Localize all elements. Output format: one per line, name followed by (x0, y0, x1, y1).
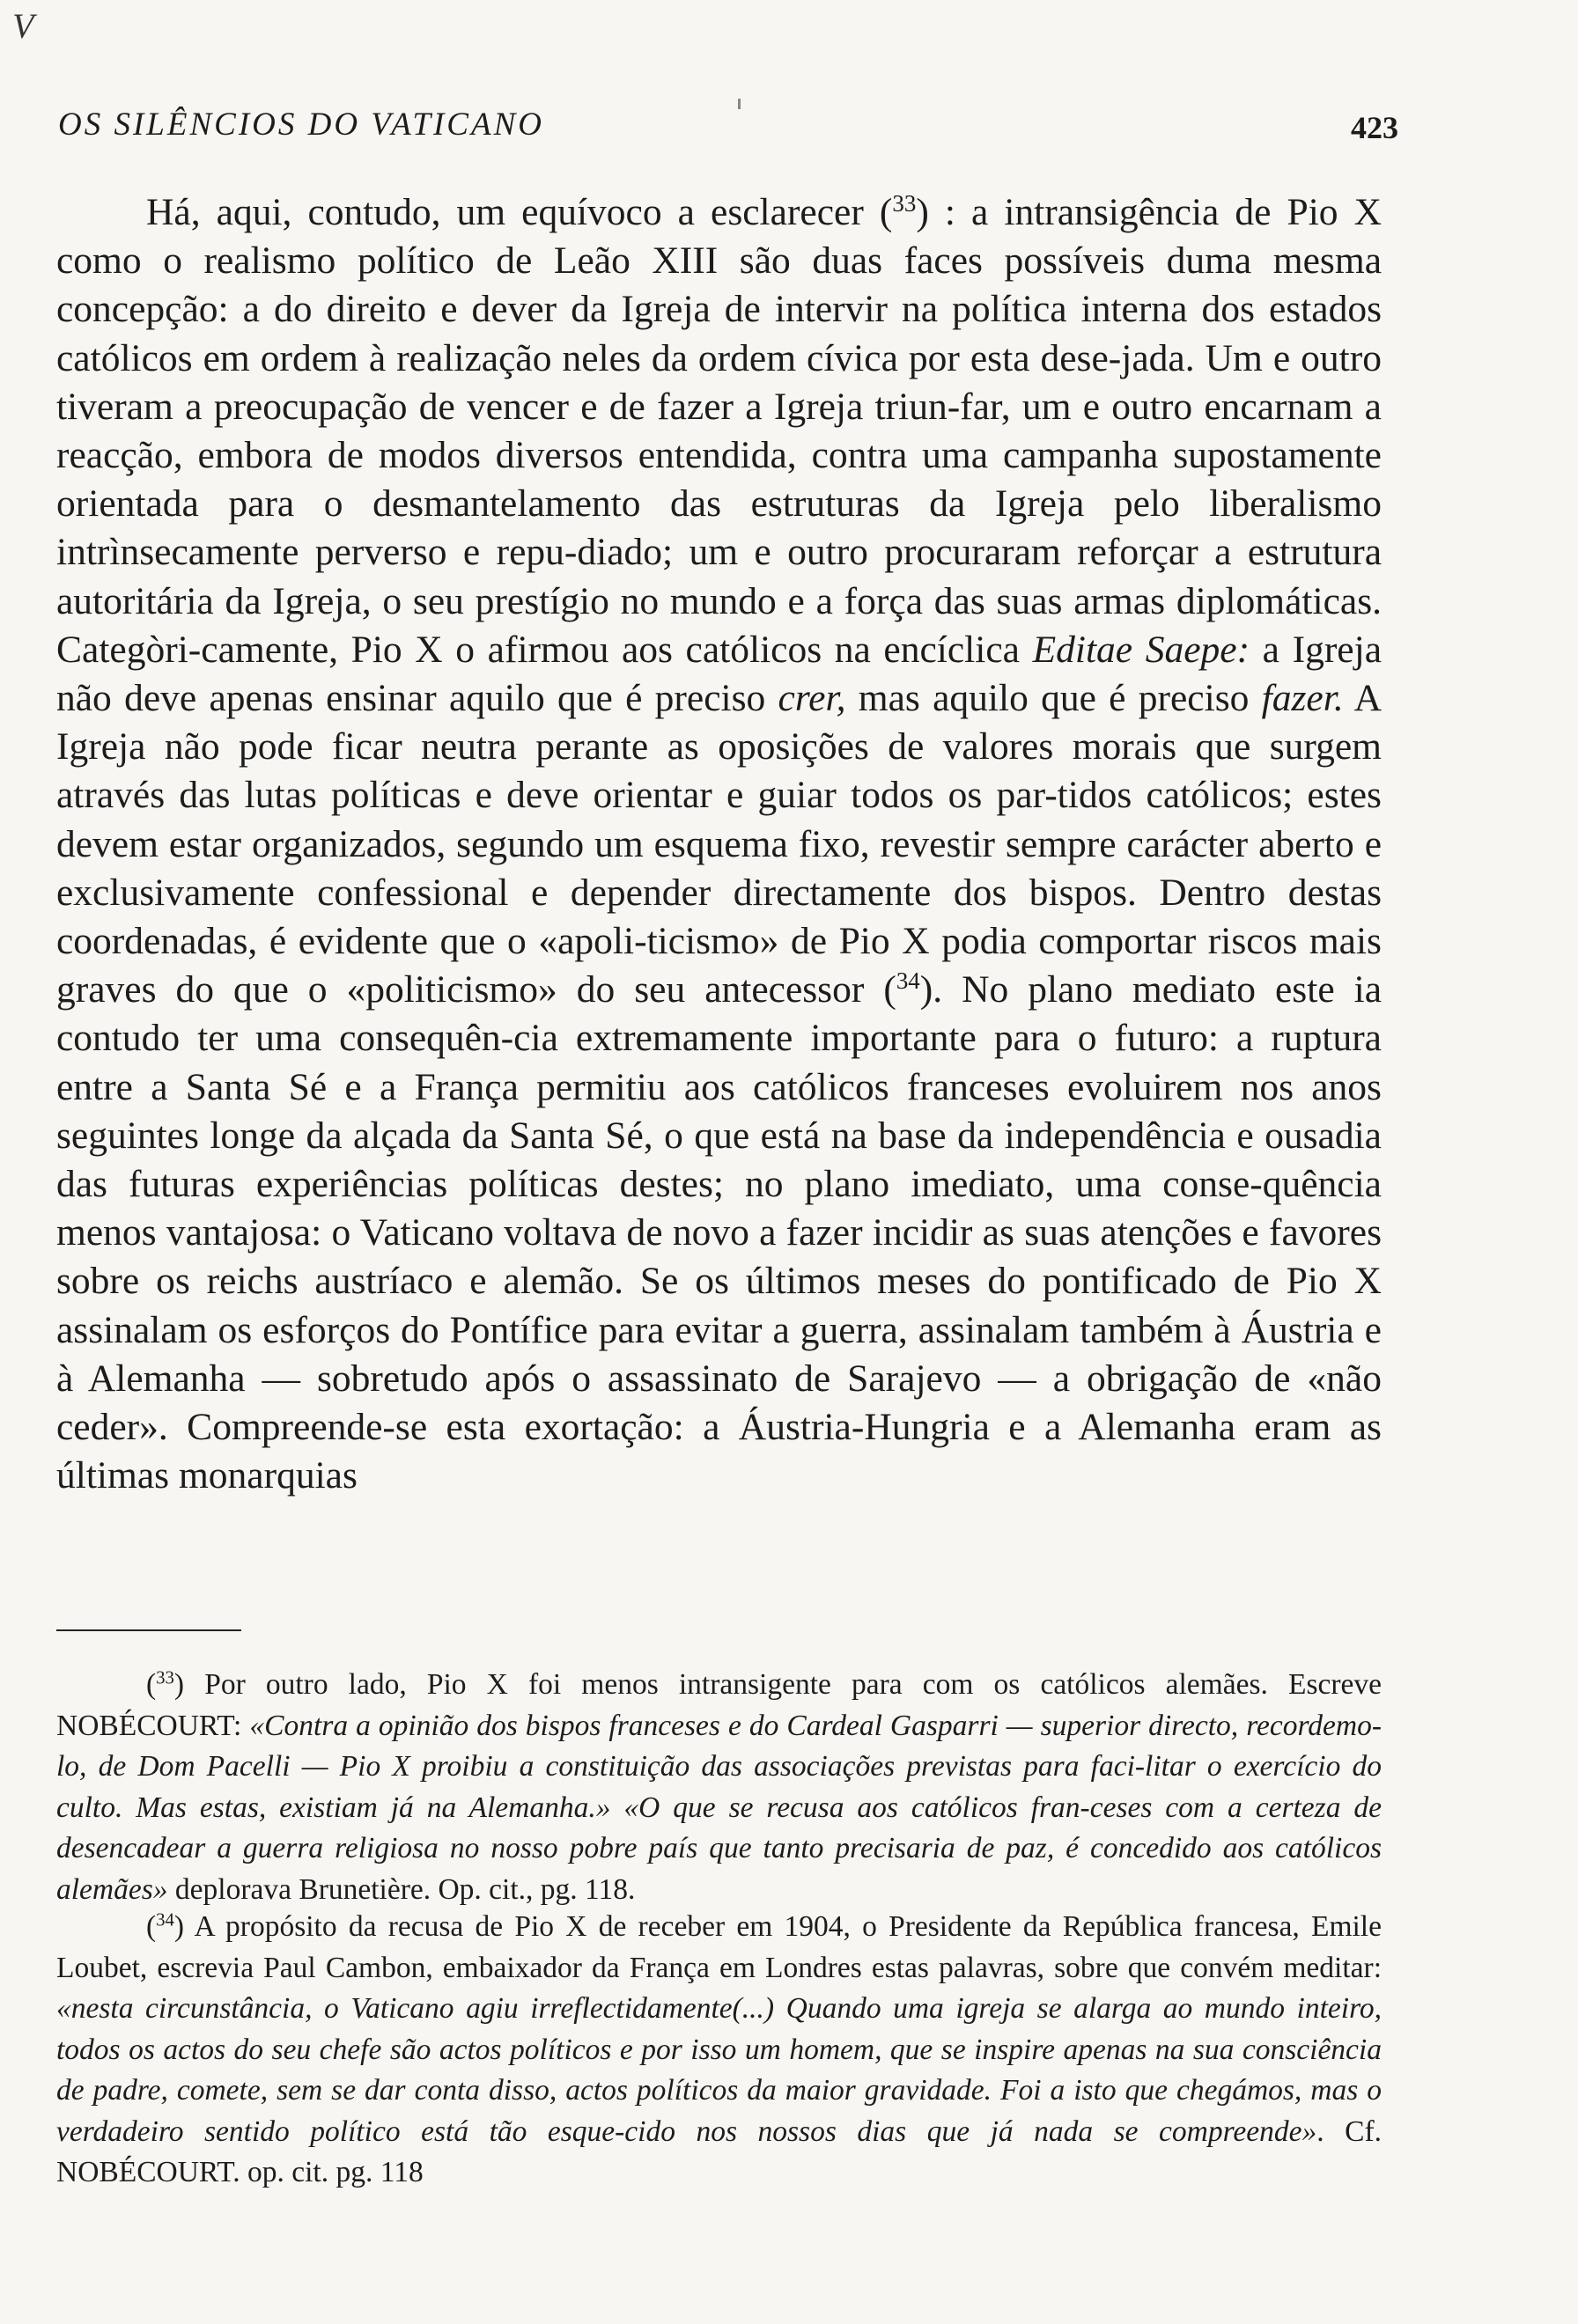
text-run: Há, aqui, contudo, um equívoco a esclarecer ( (146, 191, 893, 233)
text-run (611, 1791, 624, 1824)
text-run: . Cf. NOBÉCOURT. op. cit. pg. 118 (56, 2114, 1382, 2188)
text-run: ) : a intransigência de Pio X como o realismo político de Leão XIII são duas faces possíveis duma mesma concepção: a do direito e dever da Igreja de intervir na política interna dos estados católicos em ordem à realização neles da ordem cívica por esta dese-jada. Um e outro tiveram a preocupação de vencer e de fazer a Igreja triun-far, um e outro encarnam a reacção, embora de modos diversos entendida, contra uma campanha supostamente orientada para o desmantelamento das estruturas da Igreja pelo liberalismo intrìnsecamente perverso e repu-diado; um e outro procuraram reforçar a estrutura autoritária da Igreja, o seu prestígio no mundo e a força das suas armas diplomáticas. Categòri-camente, Pio X o afirmou aos católicos na encíclica (56, 191, 1382, 671)
italic-quote: «nesta circunstância, o Vaticano agiu irreflectidamente(...) Quando uma igreja se alarga ao mundo inteiro, todos os actos do seu chefe são actos políticos e por isso um homem, que se inspire apenas na sua consciência de padre, comete, sem se dar conta disso, actos políticos da maior gravidade. Foi a isto que chegámos, mas o verdadeiro sentido político está tão esque-cido nos nossos dias que já nada se compreende» (56, 1992, 1382, 2148)
footnote-divider (56, 1629, 241, 1631)
footnote-33 (56, 1665, 1382, 1910)
italic-title: Editae Saepe: (1032, 628, 1250, 671)
text-run: mas aquilo que é preciso (845, 677, 1262, 720)
footnote-number-value: 34 (156, 1909, 174, 1931)
footnote-ref-33: 33 (892, 190, 917, 217)
italic-quote: «Contra a opinião dos bispos franceses e do Cardeal Gasparri — superior directo, recordemo-lo, de Dom Pacelli — Pio X proibiu a constituição das associações previstas para faci-litar o exercício do culto. Mas estas, existiam já na Alemanha.» (56, 1709, 1382, 1824)
handwritten-mark: V (12, 6, 34, 46)
text-run: deplorava Brunetière. Op. cit., pg. 118. (167, 1872, 636, 1906)
footnote-number-value: 33 (156, 1667, 174, 1688)
footnote-number: ($^{33}$) (146, 1667, 185, 1701)
italic-word: fazer. (1261, 677, 1344, 720)
italic-quote: «O que se recusa aos católicos fran-ceses com a certeza de desencadear a guerra religiosa no nosso pobre país que tanto precisaria de paz, é concedido aos católicos alemães» (56, 1791, 1382, 1906)
ink-speck (738, 99, 741, 109)
running-head: OS SILÊNCIOS DO VATICANO (58, 107, 544, 143)
body-paragraph (56, 188, 1382, 1500)
text-run: a Igreja não deve apenas ensinar aquilo que é preciso (56, 628, 1383, 720)
footnote-ref-34: 34 (896, 967, 920, 995)
footnote-number: ($^{34}$) (146, 1909, 185, 1943)
italic-word: crer, (778, 677, 846, 720)
text-run: A Igreja não pode ficar neutra perante as oposições de valores morais que surgem através das lutas políticas e deve orientar e guiar todos os par-tidos católicos; estes devem estar organizados, segundo um esquema fixo, revestir sempre carácter aberto e exclusivamente confessional e depender directamente dos bispos. Dentro destas coordenadas, é evidente que o «apoli-ticismo» de Pio X podia comportar riscos mais graves do que o «politicismo» do seu antecessor ( (56, 677, 1383, 1011)
text-run: A propósito da recusa de Pio X de receber em 1904, o Presidente da República francesa, Emile Loubet, escrevia Paul Cambon, embaixador da França em Londres estas palavras, sobre que convém meditar: (56, 1910, 1382, 1984)
text-run: ). No plano mediato este ia contudo ter uma consequên-cia extremamente importante para o futuro: a ruptura entre a Santa Sé e a França permitiu aos católicos franceses evoluirem nos anos seguintes longe da alçada da Santa Sé, o que está na base da independência e ousadia das futuras experiências políticas destes; no plano imediato, uma conse-quência menos vantajosa: o Vaticano voltava de novo a fazer incidir as suas atenções e favores sobre os reichs austríaco e alemão. Se os últimos meses do pontificado de Pio X assinalam os esforços do Pontífice para evitar a guerra, assinalam também à Áustria e à Alemanha — sobretudo após o assassinato de Sarajevo — a obrigação de «não ceder». Compreende-se esta exortação: a Áustria-Hungria e a Alemanha eram as últimas monarquias (56, 968, 1382, 1497)
text-run: Por outro lado, Pio X foi menos intransigente para com os católicos alemães. Escreve NOBÉCOURT: (56, 1668, 1383, 1742)
footnote-34 (56, 1907, 1382, 2194)
page-number: 423 (1351, 110, 1398, 145)
